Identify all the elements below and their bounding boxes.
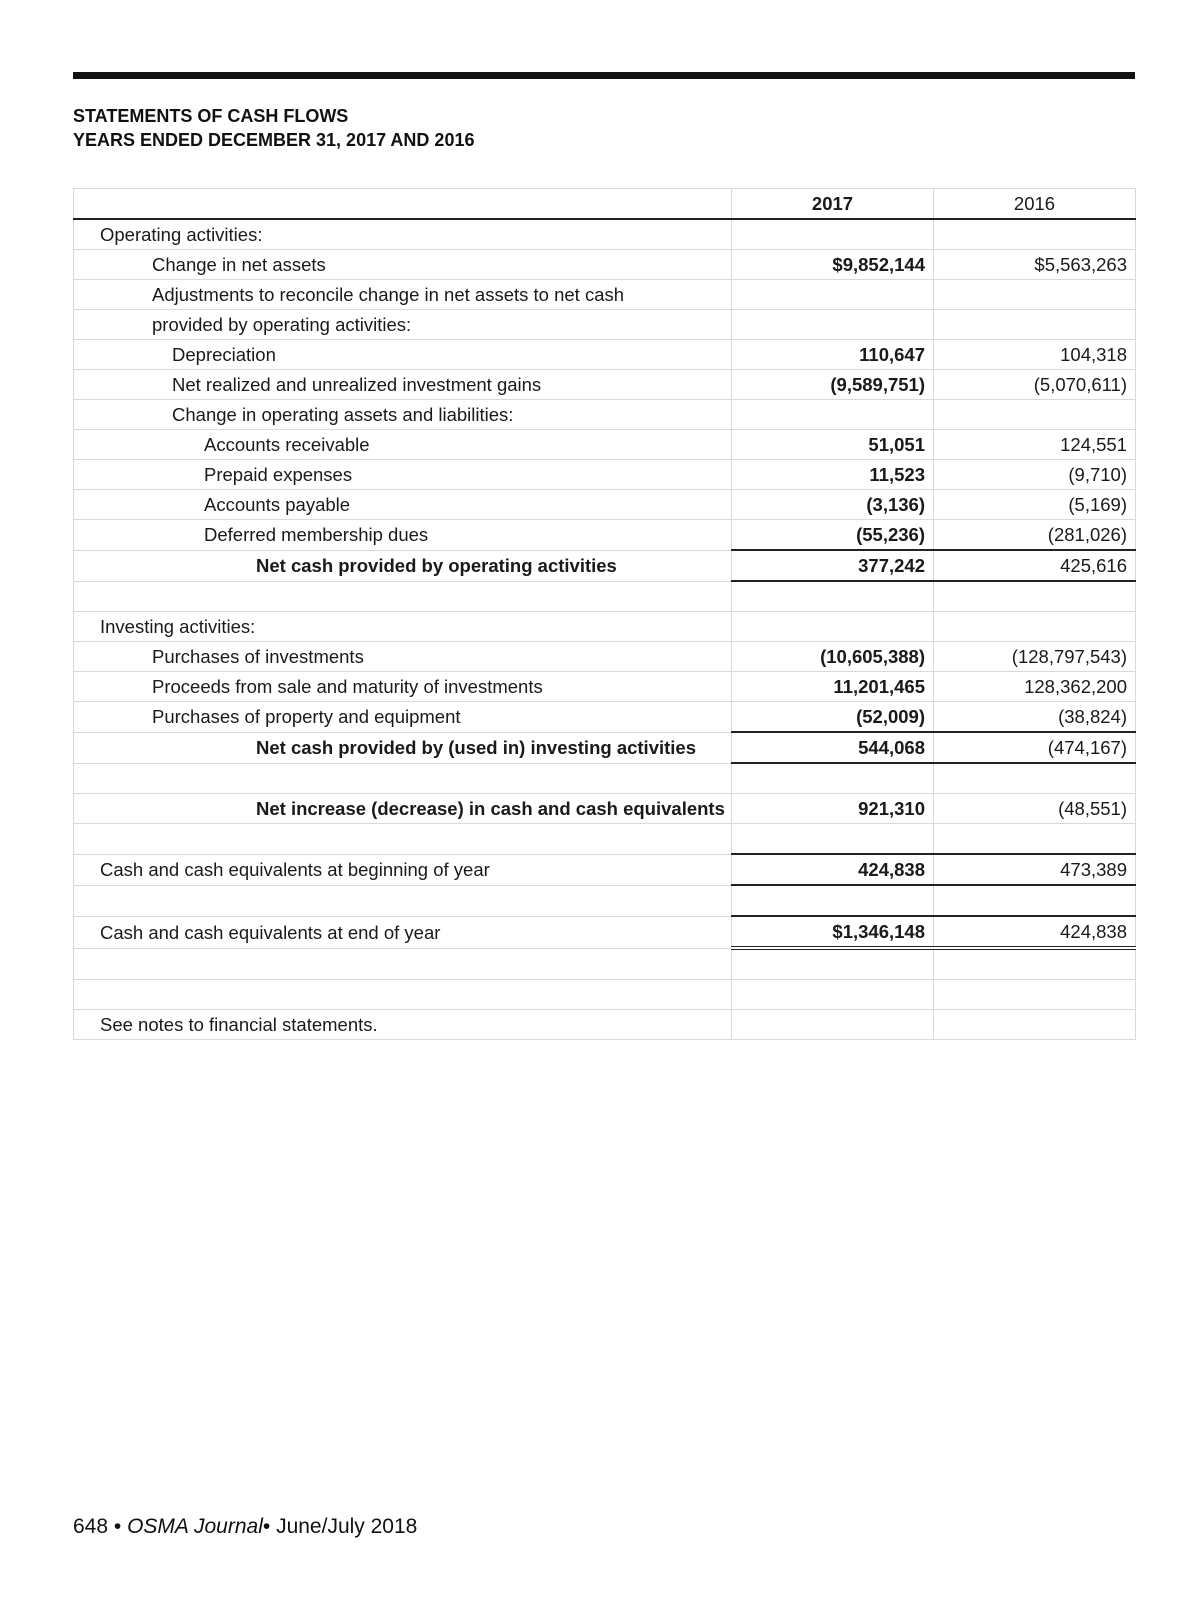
issue-date: June/July 2018 <box>276 1515 418 1538</box>
row-label: Net cash provided by (used in) investing activities <box>74 732 732 763</box>
row-value-2016 <box>934 612 1136 642</box>
row-value-2017: 110,647 <box>732 340 934 370</box>
notes-row <box>74 1010 1136 1040</box>
table-row <box>74 219 1136 250</box>
ending-cash-row <box>74 916 1136 948</box>
table-row <box>74 250 1136 280</box>
table-row <box>74 702 1136 733</box>
row-value-2017: (9,589,751) <box>732 370 934 400</box>
row-value-2016 <box>934 763 1136 794</box>
page-footer <box>73 1515 417 1539</box>
row-value-2016 <box>934 980 1136 1010</box>
row-value-2017: 424,838 <box>732 854 934 885</box>
row-value-2016: 104,318 <box>934 340 1136 370</box>
header-desc-cell <box>74 189 732 220</box>
beginning-cash-row <box>74 854 1136 885</box>
table-row <box>74 280 1136 310</box>
row-label: Accounts payable <box>74 490 732 520</box>
table-row <box>74 430 1136 460</box>
table-row <box>74 763 1136 794</box>
top-rule <box>73 72 1135 79</box>
row-label: Net cash provided by operating activities <box>74 550 732 581</box>
row-label <box>74 980 732 1010</box>
row-value-2017: (55,236) <box>732 520 934 551</box>
row-value-2016: (5,169) <box>934 490 1136 520</box>
table-row <box>74 642 1136 672</box>
row-value-2017 <box>732 581 934 612</box>
row-value-2016: 424,838 <box>934 916 1136 948</box>
row-value-2017 <box>732 948 934 980</box>
statement-title-line1: STATEMENTS OF CASH FLOWS <box>73 106 349 126</box>
row-value-2016: (474,167) <box>934 732 1136 763</box>
row-value-2016 <box>934 310 1136 340</box>
row-value-2016 <box>934 581 1136 612</box>
header-2016: 2016 <box>934 189 1136 220</box>
table-row <box>74 460 1136 490</box>
footer-separator: • <box>113 1515 122 1538</box>
row-value-2017 <box>732 310 934 340</box>
table-row <box>74 490 1136 520</box>
net-change-row <box>74 794 1136 824</box>
row-label: Net increase (decrease) in cash and cash equivalents <box>74 794 732 824</box>
table-row <box>74 612 1136 642</box>
row-value-2016: (9,710) <box>934 460 1136 490</box>
row-value-2016: 425,616 <box>934 550 1136 581</box>
notes-reference: See notes to financial statements. <box>74 1010 732 1040</box>
subtotal-row-investing <box>74 732 1136 763</box>
row-value-2016 <box>934 1010 1136 1040</box>
row-value-2016 <box>934 824 1136 855</box>
row-value-2017 <box>732 612 934 642</box>
row-value-2016 <box>934 219 1136 250</box>
table-row <box>74 581 1136 612</box>
row-label: Change in operating assets and liabilities: <box>74 400 732 430</box>
row-label: provided by operating activities: <box>74 310 732 340</box>
footer-separator: • <box>262 1515 271 1538</box>
row-value-2017: $1,346,148 <box>732 916 934 948</box>
row-value-2017 <box>732 824 934 855</box>
row-value-2016 <box>934 400 1136 430</box>
page-number: 648 <box>73 1515 109 1538</box>
row-value-2017: 921,310 <box>732 794 934 824</box>
row-value-2017 <box>732 885 934 916</box>
row-value-2016 <box>934 885 1136 916</box>
row-label: Cash and cash equivalents at end of year <box>74 916 732 948</box>
table-row <box>74 980 1136 1010</box>
row-value-2016: (5,070,611) <box>934 370 1136 400</box>
row-value-2017: $9,852,144 <box>732 250 934 280</box>
row-value-2016 <box>934 280 1136 310</box>
row-value-2016 <box>934 948 1136 980</box>
row-label: Operating activities: <box>74 219 732 250</box>
row-label <box>74 948 732 980</box>
row-label: Investing activities: <box>74 612 732 642</box>
table-row <box>74 824 1136 855</box>
statement-title-line2: YEARS ENDED DECEMBER 31, 2017 AND 2016 <box>73 130 475 150</box>
header-2017: 2017 <box>732 189 934 220</box>
row-label: Accounts receivable <box>74 430 732 460</box>
table-row <box>74 885 1136 916</box>
table-row <box>74 370 1136 400</box>
row-value-2016: 124,551 <box>934 430 1136 460</box>
row-value-2017 <box>732 763 934 794</box>
row-label: Change in net assets <box>74 250 732 280</box>
row-value-2017: 11,201,465 <box>732 672 934 702</box>
row-value-2016: 473,389 <box>934 854 1136 885</box>
row-label: Prepaid expenses <box>74 460 732 490</box>
row-label <box>74 885 732 916</box>
cash-flow-table <box>73 188 1136 1040</box>
table-row <box>74 672 1136 702</box>
row-value-2017 <box>732 219 934 250</box>
row-label: Depreciation <box>74 340 732 370</box>
row-value-2017 <box>732 1010 934 1040</box>
row-value-2017: 544,068 <box>732 732 934 763</box>
row-value-2017: 51,051 <box>732 430 934 460</box>
table-row <box>74 948 1136 980</box>
row-value-2016: (48,551) <box>934 794 1136 824</box>
row-label: Purchases of investments <box>74 642 732 672</box>
row-value-2017 <box>732 280 934 310</box>
table-row <box>74 340 1136 370</box>
row-value-2017: (3,136) <box>732 490 934 520</box>
journal-name: OSMA Journal <box>127 1515 263 1538</box>
table-row <box>74 310 1136 340</box>
row-value-2016: (281,026) <box>934 520 1136 551</box>
row-value-2017 <box>732 980 934 1010</box>
row-value-2017: 377,242 <box>732 550 934 581</box>
row-value-2016: (128,797,543) <box>934 642 1136 672</box>
row-value-2017 <box>732 400 934 430</box>
row-label: Proceeds from sale and maturity of investments <box>74 672 732 702</box>
row-label: Deferred membership dues <box>74 520 732 551</box>
table-row <box>74 520 1136 551</box>
table-row <box>74 400 1136 430</box>
statement-title <box>73 104 474 152</box>
row-value-2016: $5,563,263 <box>934 250 1136 280</box>
row-label <box>74 824 732 855</box>
row-value-2017: (52,009) <box>732 702 934 733</box>
row-value-2017: (10,605,388) <box>732 642 934 672</box>
row-value-2016: (38,824) <box>934 702 1136 733</box>
row-label <box>74 581 732 612</box>
table-header-row <box>74 189 1136 220</box>
subtotal-row-operating <box>74 550 1136 581</box>
row-label: Cash and cash equivalents at beginning of year <box>74 854 732 885</box>
row-value-2017: 11,523 <box>732 460 934 490</box>
row-label: Purchases of property and equipment <box>74 702 732 733</box>
row-value-2016: 128,362,200 <box>934 672 1136 702</box>
row-label <box>74 763 732 794</box>
row-label: Adjustments to reconcile change in net assets to net cash <box>74 280 732 310</box>
row-label: Net realized and unrealized investment gains <box>74 370 732 400</box>
